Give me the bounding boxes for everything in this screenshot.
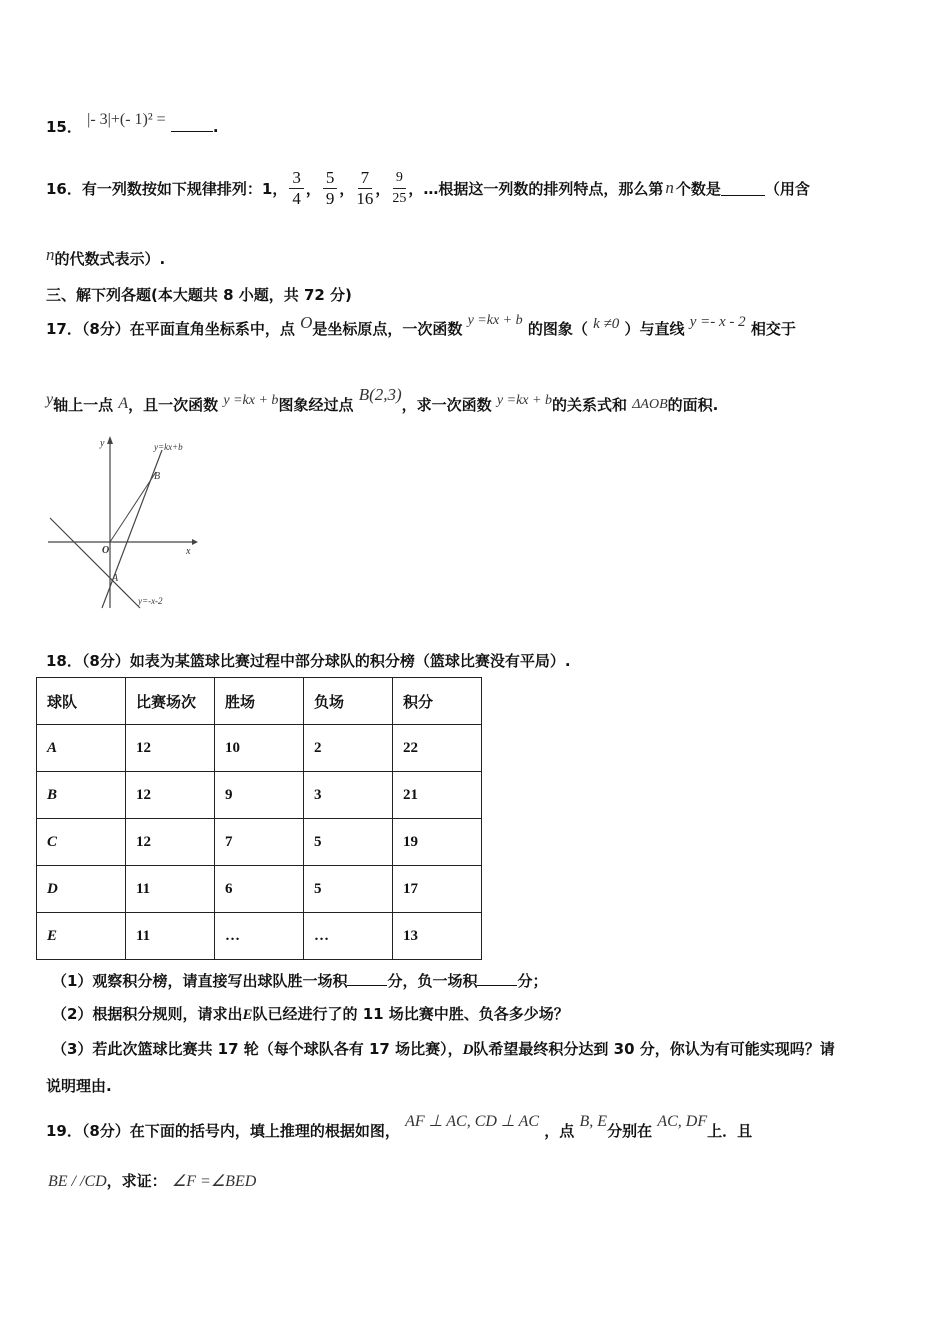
- text: ）与直线: [624, 320, 685, 338]
- table-cell: …: [215, 913, 304, 960]
- text: 分；: [517, 972, 548, 990]
- text: 上．且: [707, 1122, 753, 1140]
- text: ，求证：: [106, 1172, 167, 1190]
- question-number: 19．: [46, 1122, 82, 1140]
- table-cell: 9: [215, 772, 304, 819]
- team-e: E: [242, 1007, 253, 1023]
- team-d: D: [462, 1042, 474, 1058]
- table-cell: 19: [393, 819, 482, 866]
- point-a-label: A: [112, 573, 119, 584]
- q18-sub2: [52, 1003, 569, 1024]
- table-cell: 12: [126, 819, 215, 866]
- var-n: n: [665, 178, 674, 197]
- q18-sub3-cont: 说明理由.: [46, 1077, 112, 1095]
- math-o: O: [300, 313, 313, 332]
- text: ，点: [544, 1122, 575, 1140]
- standings-table: [36, 677, 482, 960]
- q15-end: .: [212, 118, 219, 136]
- table-row: [37, 866, 482, 913]
- header-cell: 胜场: [215, 678, 304, 725]
- team-cell: E: [37, 913, 126, 960]
- math-a: A: [118, 395, 129, 412]
- fraction: $\frac{7}{16}$: [356, 167, 374, 208]
- section-heading: 三、解下列各题(本大题共 8 小题，共 72 分): [46, 286, 352, 304]
- text: （1）观察积分榜，请直接写出球队胜一场积: [52, 972, 348, 990]
- table-cell: 11: [126, 866, 215, 913]
- q16-line2-text: 的代数式表示）.: [54, 250, 166, 268]
- fraction: $\frac{5}{9}$: [323, 168, 338, 209]
- line-neg-x-2: [50, 518, 140, 608]
- fraction: $\frac{3}{4}$: [289, 168, 304, 209]
- math-y: y: [46, 391, 54, 408]
- q15-expression: |- 3|+(- 1)² =: [87, 111, 166, 128]
- team-cell: D: [37, 866, 126, 913]
- q16-line2: [46, 245, 166, 269]
- fraction: $\frac{9}{25}$: [392, 169, 407, 206]
- header-cell: 比赛场次: [126, 678, 215, 725]
- table-cell: 17: [393, 866, 482, 913]
- table-cell: 10: [215, 725, 304, 772]
- table-cell: 5: [304, 866, 393, 913]
- header-cell: 球队: [37, 678, 126, 725]
- q16-tail: （用含: [764, 179, 810, 198]
- table-cell: 22: [393, 725, 482, 772]
- x-axis-arrow-icon: [192, 539, 198, 545]
- table-cell: 6: [215, 866, 304, 913]
- question-number: 15．: [46, 118, 82, 136]
- table-cell: 3: [304, 772, 393, 819]
- q18-intro: [46, 650, 571, 671]
- separator: ，: [375, 179, 391, 198]
- text: ，求一次函数: [401, 396, 492, 414]
- table-cell: 12: [126, 725, 215, 772]
- text: 的面积.: [667, 396, 719, 414]
- table-cell: 21: [393, 772, 482, 819]
- q18-sub1: [52, 970, 547, 991]
- text: 分别在: [607, 1122, 653, 1140]
- q17-line2: [46, 385, 719, 415]
- q16-after-n: 个数是: [675, 179, 721, 198]
- table-row: [37, 913, 482, 960]
- table-cell: 11: [126, 913, 215, 960]
- math-triangle: ΔAOB: [632, 397, 668, 412]
- text: 相交于: [750, 320, 796, 338]
- q17-graph: [44, 432, 204, 612]
- q19-line2: [48, 1170, 256, 1191]
- table-row: [37, 725, 482, 772]
- q16-mid: ，…根据这一列数的排列特点，那么第: [408, 179, 664, 198]
- origin-label: O: [102, 545, 110, 556]
- header-cell: 积分: [393, 678, 482, 725]
- point-b-label: B: [154, 471, 161, 482]
- math-expression: k ≠0: [593, 316, 620, 332]
- math-expression: y =- x - 2: [689, 314, 746, 330]
- table-cell: 12: [126, 772, 215, 819]
- text: （8分）在下面的括号内，填上推理的根据如图，: [81, 1122, 400, 1140]
- math-point-b: B(2,3): [358, 385, 402, 404]
- answer-blank: [721, 181, 765, 196]
- table-header-row: [37, 678, 482, 725]
- table-row: [37, 772, 482, 819]
- text: 图象经过点: [278, 396, 354, 414]
- q18-sub3: [52, 1038, 835, 1059]
- text: （8分）如表为某篮球比赛过程中部分球队的积分榜（篮球比赛没有平局）.: [81, 652, 571, 670]
- team-cell: C: [37, 819, 126, 866]
- var-n: n: [46, 245, 55, 264]
- table-cell: …: [304, 913, 393, 960]
- math-expression: AC, DF: [657, 1113, 708, 1130]
- q15-line: [46, 111, 219, 137]
- q16-intro: 有一列数按如下规律排列：1，: [81, 179, 288, 198]
- text: （2）根据积分规则，请求出: [52, 1005, 243, 1023]
- header-cell: 负场: [304, 678, 393, 725]
- table-cell: 5: [304, 819, 393, 866]
- table-cell: 7: [215, 819, 304, 866]
- text: 轴上一点: [53, 396, 114, 414]
- math-expression: y =kx + b: [223, 393, 279, 408]
- math-expression: ∠F =∠BED: [171, 1173, 257, 1190]
- y-axis-arrow-icon: [107, 436, 113, 444]
- line2-label: y=-x-2: [138, 596, 163, 606]
- text: 的图象（: [527, 320, 588, 338]
- q17-line1: [46, 313, 796, 339]
- question-number: 18．: [46, 652, 82, 670]
- text: 队已经进行了的 11 场比赛中胜、负各多少场？: [252, 1005, 569, 1023]
- separator: ，: [305, 179, 321, 198]
- q19-line1: [46, 1113, 753, 1141]
- math-expression: B, E: [579, 1113, 608, 1130]
- question-number: 16．: [46, 179, 82, 198]
- text: 队希望最终积分达到 30 分，你认为有可能实现吗？请: [473, 1040, 835, 1058]
- table-cell: 13: [393, 913, 482, 960]
- x-axis-label: x: [186, 546, 191, 557]
- text: 分，负一场积: [387, 972, 478, 990]
- text: 是坐标原点，一次函数: [312, 320, 463, 338]
- math-expression: BE / /CD: [48, 1173, 107, 1190]
- math-expression: y =kx + b: [496, 393, 552, 408]
- answer-blank: [477, 971, 517, 986]
- team-cell: A: [37, 725, 126, 772]
- y-axis-label: y: [100, 438, 105, 449]
- table-row: [37, 819, 482, 866]
- text: 的关系式和: [551, 396, 627, 414]
- text: （3）若此次篮球比赛共 17 轮（每个球队各有 17 场比赛），: [52, 1040, 463, 1058]
- text: ，且一次函数: [128, 396, 219, 414]
- segment-ob: [110, 472, 156, 542]
- answer-blank: [347, 971, 387, 986]
- answer-blank: [171, 117, 213, 132]
- separator: ，: [339, 179, 355, 198]
- text: （8分）在平面直角坐标系中，点: [81, 320, 295, 338]
- team-cell: B: [37, 772, 126, 819]
- line-kx-b: [102, 450, 162, 608]
- q16-line1: [46, 164, 810, 212]
- table-cell: 2: [304, 725, 393, 772]
- line1-label: y=kx+b: [154, 442, 183, 452]
- math-expression: y =kx + b: [467, 313, 523, 328]
- math-expression: AF ⊥ AC, CD ⊥ AC: [405, 1113, 540, 1130]
- question-number: 17．: [46, 320, 82, 338]
